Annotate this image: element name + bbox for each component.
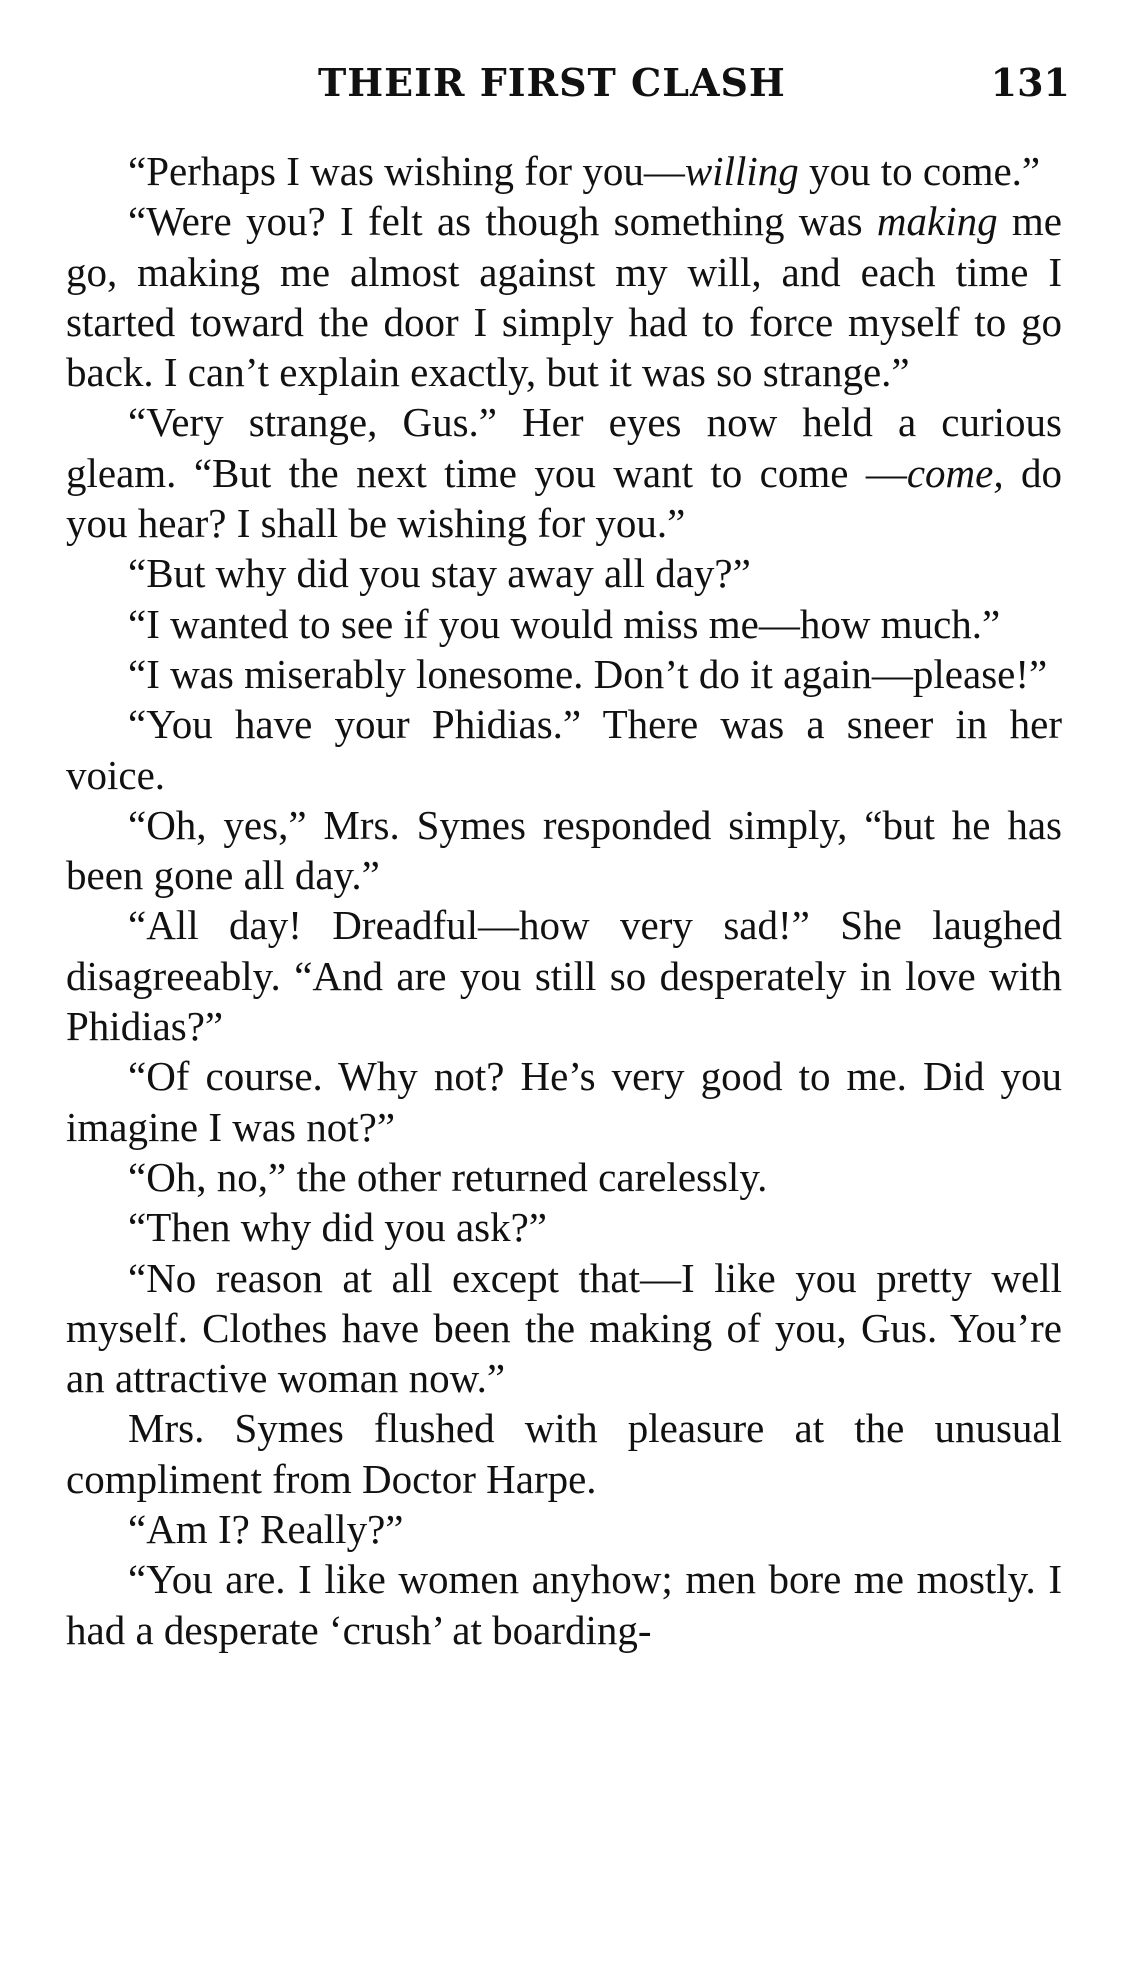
text-run: “Oh, no,” the other returned carelessly. bbox=[128, 1153, 768, 1200]
paragraph bbox=[66, 699, 1062, 800]
text-run: “I was miserably lonesome. Don’t do it again—please!” bbox=[128, 650, 1048, 697]
paragraph bbox=[66, 599, 1062, 649]
paragraph bbox=[66, 900, 1062, 1051]
paragraph bbox=[66, 649, 1062, 699]
text-run: me go, making me almost against my will, and each time I started toward the door I simply had to force myself to go back. I can’t explain exactly, but it was so strange.” bbox=[66, 198, 1063, 396]
page-number: 131 bbox=[990, 60, 1070, 105]
text-run: “Were you? I felt as though something was bbox=[128, 198, 877, 245]
text-run: “You are. I like women anyhow; men bore me mostly. I had a desperate ‘crush’ at boarding- bbox=[66, 1556, 1062, 1653]
italic-text: willing bbox=[684, 148, 799, 194]
paragraph bbox=[66, 1202, 1062, 1252]
text-run: “Then why did you ask?” bbox=[128, 1204, 547, 1251]
text-run: “No reason at all except that—I like you pretty well myself. Clothes have been the making of you, Gus. You’re an attractive woman now.” bbox=[66, 1254, 1062, 1402]
text-run: “Very strange, Gus.” Her eyes now held a curious gleam. “But the next time you want to come — bbox=[66, 399, 1062, 496]
running-head bbox=[66, 50, 1070, 120]
paragraph bbox=[66, 1504, 1062, 1554]
paragraph bbox=[66, 548, 1062, 598]
paragraph bbox=[66, 1403, 1062, 1504]
text-run: “Of course. Why not? He’s very good to me. Did you imagine I was not?” bbox=[66, 1053, 1062, 1150]
body-text bbox=[66, 146, 1062, 1655]
italic-text: come, bbox=[906, 449, 1004, 496]
paragraph bbox=[66, 800, 1062, 901]
book-page bbox=[66, 50, 1070, 1655]
text-run: Mrs. Symes flushed with pleasure at the unusual compliment from Doctor Harpe. bbox=[66, 1405, 1062, 1502]
paragraph bbox=[66, 1554, 1062, 1655]
text-run: “Perhaps I was wishing for you— bbox=[128, 148, 685, 194]
text-run: do you hear? I shall be wishing for you.” bbox=[66, 449, 1063, 547]
running-title: THEIR FIRST CLASH bbox=[318, 60, 786, 105]
text-run: “You have your Phidias.” There was a sneer in her voice. bbox=[66, 701, 1062, 798]
text-run: you to come.” bbox=[798, 148, 1041, 194]
text-run: “I wanted to see if you would miss me—how much.” bbox=[128, 600, 1001, 647]
paragraph bbox=[66, 1051, 1062, 1152]
text-run: “But why did you stay away all day?” bbox=[128, 550, 751, 597]
italic-text: making bbox=[876, 198, 998, 245]
paragraph bbox=[66, 397, 1062, 548]
paragraph bbox=[66, 196, 1062, 397]
text-run: “All day! Dreadful—how very sad!” She laughed disagreeably. “And are you still so desperately in love with Phidias?” bbox=[66, 902, 1062, 1050]
text-run: “Oh, yes,” Mrs. Symes responded simply, “but he has been gone all day.” bbox=[66, 801, 1062, 899]
paragraph bbox=[66, 1253, 1062, 1404]
text-run: “Am I? Really?” bbox=[128, 1506, 404, 1553]
paragraph bbox=[66, 1152, 1062, 1202]
paragraph bbox=[66, 146, 1062, 196]
